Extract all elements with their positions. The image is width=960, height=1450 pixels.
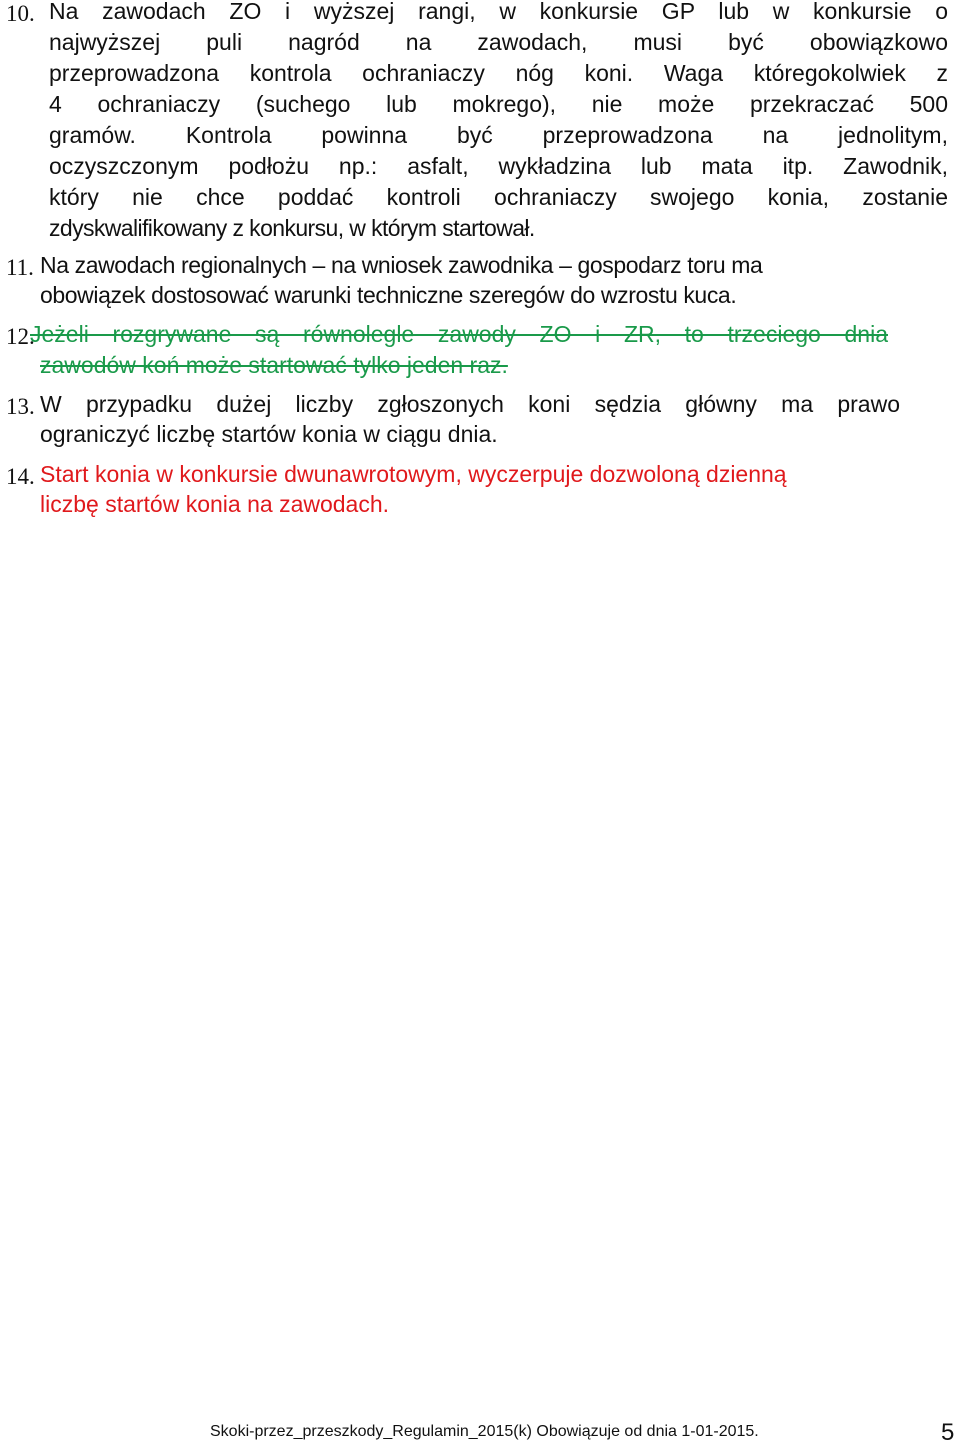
paragraph-line: zdyskwalifikowany z konkursu, w którym startował.	[49, 215, 535, 241]
paragraph-line: przeprowadzona kontrola ochraniaczy nóg koni. Waga któregokolwiek z	[49, 60, 948, 86]
paragraph-line: oczyszczonym podłożu np.: asfalt, wykładzina lub mata itp. Zawodnik,	[49, 153, 948, 179]
paragraph-line: gramów. Kontrola powinna być przeprowadzona na jednolitym,	[49, 122, 948, 148]
paragraph-line-struck: zawodów koń może startować tylko jeden raz.	[40, 352, 508, 378]
page-number: 5	[941, 1419, 955, 1446]
paragraph-number: 14.	[6, 464, 35, 489]
paragraph-line: obowiązek dostosować warunki techniczne szeregów do wzrostu kuca.	[40, 282, 737, 308]
paragraph-line: Na zawodach regionalnych – na wniosek zawodnika – gospodarz toru ma	[40, 252, 763, 278]
paragraph-line-new: Start konia w konkursie dwunawrotowym, wyczerpuje dozwoloną dzienną	[40, 461, 787, 487]
paragraph-line: który nie chce poddać kontroli ochraniaczy swojego konia, zostanie	[49, 184, 948, 210]
page-footer: Skoki-przez_przeszkody_Regulamin_2015(k) Obowiązuje od dnia 1-01-2015.	[210, 1423, 759, 1440]
paragraph-line: W przypadku dużej liczby zgłoszonych koni sędzia główny ma prawo	[40, 391, 900, 417]
paragraph-line: najwyższej puli nagród na zawodach, musi być obowiązkowo	[49, 29, 948, 55]
paragraph-number: 12.	[6, 324, 35, 349]
paragraph-number: 10.	[6, 1, 35, 26]
paragraph-number: 13.	[6, 394, 35, 419]
paragraph-line: ograniczyć liczbę startów konia w ciągu dnia.	[40, 421, 498, 447]
paragraph-line-struck: Jeżeli rozgrywane są równolegle zawody ZO i ZR, to trzeciego dnia	[30, 321, 888, 347]
paragraph-line: Na zawodach ZO i wyższej rangi, w konkursie GP lub w konkursie o	[49, 0, 948, 24]
paragraph-line: 4 ochraniaczy (suchego lub mokrego), nie może przekraczać 500	[49, 91, 948, 117]
paragraph-line-new: liczbę startów konia na zawodach.	[40, 491, 390, 517]
paragraph-number: 11.	[6, 255, 34, 280]
